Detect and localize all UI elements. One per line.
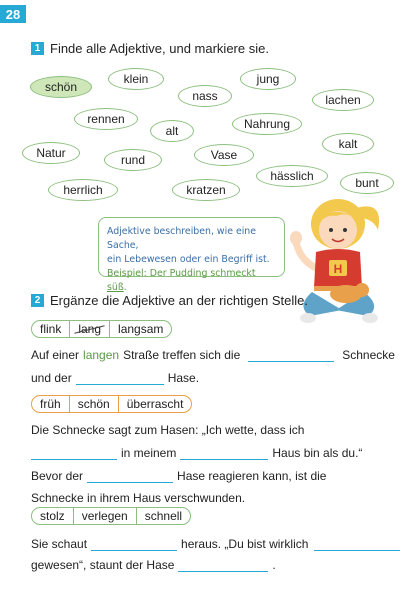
sentence-line-5 (31, 467, 326, 483)
text-s1a: Auf einer (31, 348, 80, 362)
blank-2[interactable] (76, 372, 164, 385)
sentence-line-1 (31, 346, 395, 362)
text-s8a: gewesen“, staunt der Hase (31, 558, 175, 572)
text-s7a: Sie schaut (31, 537, 88, 551)
word-cloud-nahrung[interactable]: Nahrung (232, 113, 302, 135)
sentence-line-4 (31, 444, 362, 460)
sentence-line-2 (31, 369, 199, 385)
sentence-line-6 (31, 489, 245, 505)
word-cloud-nass[interactable]: nass (178, 85, 232, 107)
word-cloud-kratzen[interactable]: kratzen (172, 179, 240, 201)
blank-7[interactable] (314, 538, 400, 551)
word-option-verlegen[interactable]: verlegen (73, 508, 136, 524)
blank-5[interactable] (87, 470, 173, 483)
word-group-2 (31, 395, 192, 413)
text-s7b: heraus. „Du bist wirklich (181, 537, 309, 551)
word-cloud-kalt[interactable]: kalt (322, 133, 374, 155)
hint-example-end: . (123, 282, 127, 293)
blank-8[interactable] (178, 559, 268, 572)
text-s1c: Schnecke (342, 348, 395, 362)
filled-answer-langen: langen (83, 348, 120, 362)
blank-1[interactable] (248, 349, 334, 362)
hint-speech-bubble (98, 217, 285, 293)
word-cloud-herrlich[interactable]: herrlich (48, 179, 118, 201)
word-option-langsam[interactable]: langsam (109, 321, 171, 337)
task2-instruction: Ergänze die Adjektive an der richtigen Stelle. (50, 293, 308, 308)
word-cloud-klein[interactable]: klein (108, 68, 164, 90)
sentence-line-3 (31, 421, 304, 437)
text-s5a: Bevor der (31, 469, 84, 483)
blank-4[interactable] (180, 447, 268, 460)
word-cloud-rennen[interactable]: rennen (74, 108, 138, 130)
girl-illustration (286, 190, 396, 330)
word-cloud-schoen[interactable]: schön (30, 76, 92, 98)
text-s2a: und der (31, 371, 72, 385)
sentence-line-8 (31, 556, 276, 572)
word-cloud-bunt[interactable]: bunt (340, 172, 394, 194)
text-s6: Schnecke in ihrem Haus verschwunden. (31, 491, 246, 505)
text-s2b: Hase. (167, 371, 200, 385)
text-s1b: Straße treffen sich die (123, 348, 241, 362)
text-s4b: Haus bin als du.“ (272, 446, 363, 460)
text-s4a: in meinem (121, 446, 177, 460)
task2-heading (31, 293, 308, 308)
hint-example-word: süß (107, 282, 124, 293)
word-option-lang[interactable]: lang (69, 321, 109, 337)
word-group-1 (31, 320, 172, 338)
word-cloud-vase[interactable]: Vase (194, 144, 254, 166)
task1-instruction: Finde alle Adjektive, und markiere sie. (50, 41, 269, 56)
hint-line-2: ein Lebewesen oder ein Begriff ist. (107, 254, 270, 265)
task2-number: 2 (31, 294, 44, 307)
sentence-line-7 (31, 535, 404, 551)
page-number: 28 (0, 5, 26, 23)
word-cloud-jung[interactable]: jung (240, 68, 296, 90)
word-cloud-rund[interactable]: rund (104, 149, 162, 171)
hint-line-1: Adjektive beschreiben, wie eine Sache, (107, 226, 257, 251)
word-cloud-natur[interactable]: Natur (22, 142, 80, 164)
word-option-schoen[interactable]: schön (69, 396, 118, 412)
word-option-ueberrascht[interactable]: überrascht (118, 396, 192, 412)
blank-6[interactable] (91, 538, 177, 551)
task1-number: 1 (31, 42, 44, 55)
word-cloud-alt[interactable]: alt (150, 120, 194, 142)
word-option-flink[interactable]: flink (40, 322, 62, 336)
svg-text:H: H (333, 262, 343, 276)
task1-heading (31, 41, 269, 56)
blank-3[interactable] (31, 447, 117, 460)
word-cloud-haesslich[interactable]: hässlich (256, 165, 328, 187)
word-option-schnell[interactable]: schnell (136, 508, 190, 524)
text-s8b: . (272, 558, 276, 572)
word-option-frueh[interactable]: früh (40, 397, 61, 411)
hint-example (107, 267, 276, 295)
word-option-stolz[interactable]: stolz (40, 509, 65, 523)
hint-example-label: Beispiel: Der Pudding schmeckt (107, 268, 256, 279)
text-s5b: Hase reagieren kann, ist die (177, 469, 327, 483)
text-s3: Die Schnecke sagt zum Hasen: „Ich wette, dass ich (31, 423, 305, 437)
word-group-3 (31, 507, 191, 525)
word-cloud-lachen[interactable]: lachen (312, 89, 374, 111)
